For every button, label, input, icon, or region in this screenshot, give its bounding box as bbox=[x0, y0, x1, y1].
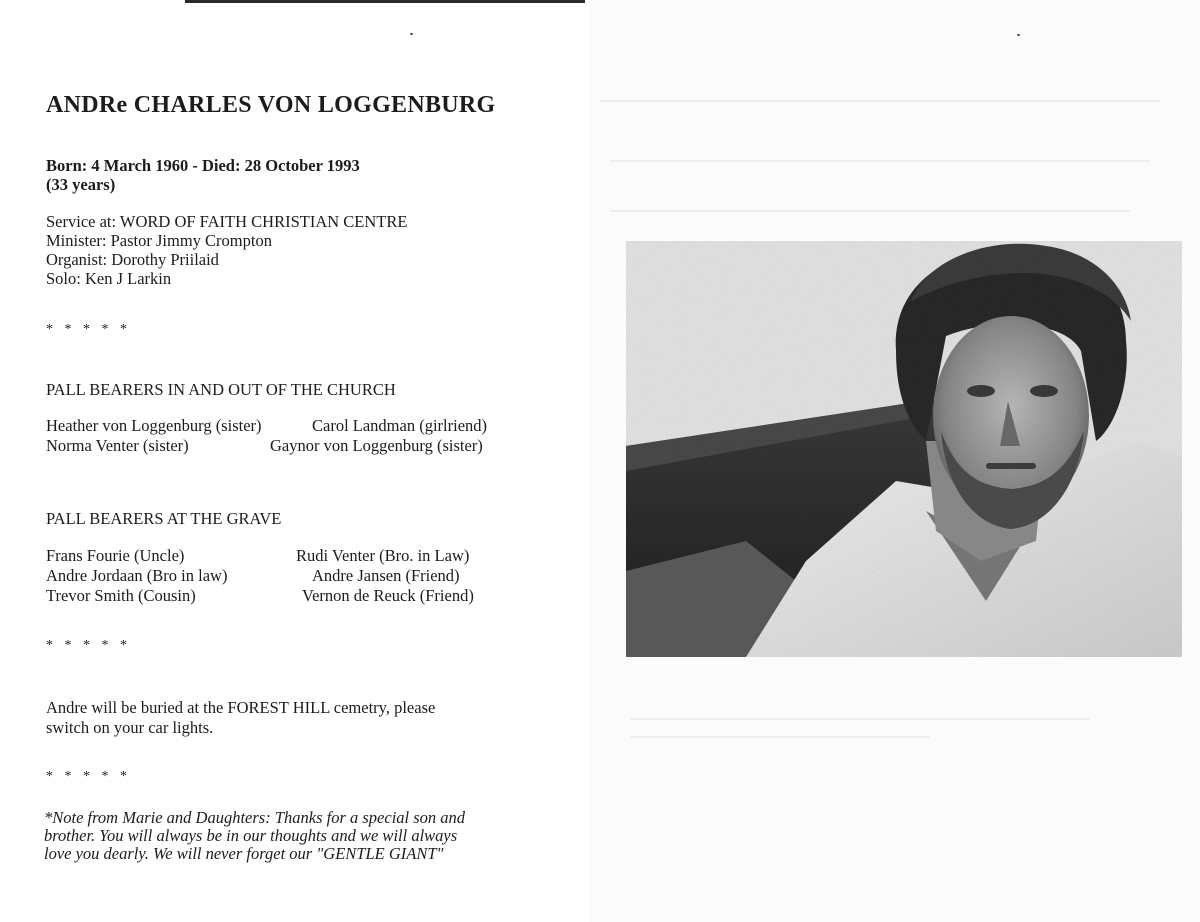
bearer-right: Carol Landman (girlriend) bbox=[312, 416, 488, 435]
top-rule bbox=[185, 0, 585, 3]
date-separator: - bbox=[188, 156, 202, 175]
service-details bbox=[46, 212, 407, 288]
note-line: brother. You will always be in our thoughts and we will always bbox=[44, 826, 458, 845]
bleed-through-line bbox=[610, 210, 1130, 212]
service-solo: Solo: Ken J Larkin bbox=[46, 269, 172, 288]
bearer-left: Trevor Smith (Cousin) bbox=[46, 586, 196, 605]
service-venue: Service at: WORD OF FAITH CHRISTIAN CENTRE bbox=[46, 212, 408, 231]
service-organist: Organist: Dorothy Priilaid bbox=[46, 250, 219, 269]
life-dates bbox=[46, 156, 360, 194]
print-speck bbox=[1017, 34, 1020, 36]
family-note bbox=[44, 809, 554, 863]
bearer-left: Heather von Loggenburg (sister) bbox=[46, 416, 262, 435]
burial-line: switch on your car lights. bbox=[46, 718, 214, 737]
bearer-right: Rudi Venter (Bro. in Law) bbox=[296, 546, 470, 565]
died-date: Died: 28 October 1993 bbox=[201, 156, 360, 175]
born-date: Born: 4 March 1960 bbox=[46, 156, 189, 175]
divider-3: * * * * * bbox=[46, 769, 131, 784]
bearer-right: Andre Jansen (Friend) bbox=[312, 566, 460, 585]
bearer-right: Gaynor von Loggenburg (sister) bbox=[270, 436, 483, 455]
pall-bearers-grave-heading: PALL BEARERS AT THE GRAVE bbox=[46, 509, 282, 528]
age: (33 years) bbox=[46, 175, 116, 194]
burial-notice bbox=[46, 698, 516, 738]
portrait-image bbox=[626, 241, 1182, 657]
bleed-through-line bbox=[610, 160, 1150, 162]
bleed-through-line bbox=[630, 736, 930, 738]
service-minister: Minister: Pastor Jimmy Crompton bbox=[46, 231, 272, 250]
note-line: *Note from Marie and Daughters: Thanks for a special son and bbox=[44, 808, 466, 827]
divider-2: * * * * * bbox=[46, 638, 131, 653]
portrait-photo bbox=[626, 241, 1182, 657]
bearer-right: Vernon de Reuck (Friend) bbox=[302, 586, 474, 605]
divider-1: * * * * * bbox=[46, 322, 131, 337]
bearer-left: Andre Jordaan (Bro in law) bbox=[46, 566, 228, 585]
pall-bearers-church-heading: PALL BEARERS IN AND OUT OF THE CHURCH bbox=[46, 380, 396, 399]
left-page bbox=[0, 0, 590, 922]
bleed-through-line bbox=[600, 100, 1160, 102]
burial-line: Andre will be buried at the FOREST HILL cemetry, please bbox=[46, 698, 436, 717]
deceased-name: ANDRe CHARLES VON LOGGENBURG bbox=[46, 92, 496, 118]
bearer-left: Norma Venter (sister) bbox=[46, 436, 189, 455]
print-speck bbox=[410, 33, 413, 35]
bleed-through-line bbox=[630, 718, 1090, 720]
note-line: love you dearly. We will never forget our "GENTLE GIANT" bbox=[44, 844, 444, 863]
bearer-left: Frans Fourie (Uncle) bbox=[46, 546, 185, 565]
